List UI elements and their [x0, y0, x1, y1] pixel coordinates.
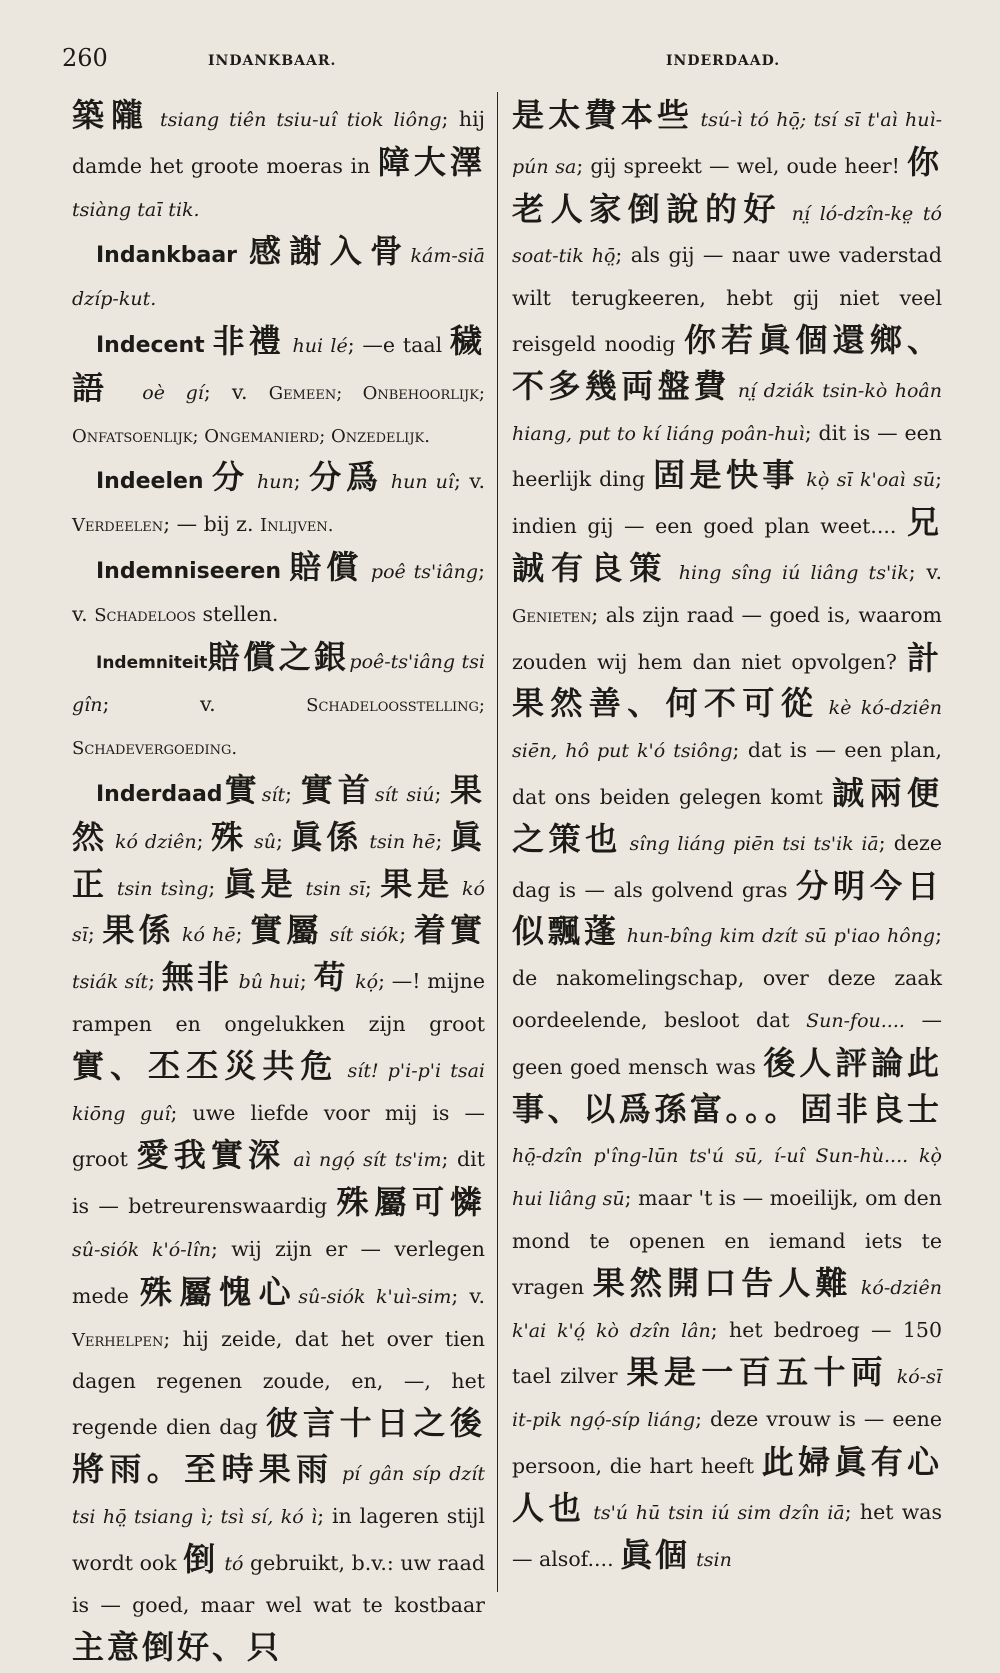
romanization: tsú-ì tó hō̤; tsí sī t'aì huì-pún sa [512, 109, 942, 178]
definition-text: ; [299, 969, 314, 994]
definition-text: ; gij spreekt — wel, oude heer! [576, 153, 907, 178]
chinese-characters: 着實 [413, 911, 485, 950]
romanization: kọ́ [348, 971, 379, 994]
romanization: tsin [690, 1548, 732, 1571]
cross-reference: Verhelpen [72, 1329, 164, 1351]
romanization: tsin sī [297, 877, 365, 900]
romanization: kó hē [174, 924, 236, 947]
dictionary-entry [72, 457, 485, 547]
romanization: sít! p'i-p'i tsai kiōng guî [72, 1059, 485, 1125]
cross-reference: Gemeen; Onbehoorlijk; Onfatsoenlijk; Ongemanierd; Onzedelijk. [72, 382, 485, 447]
chinese-characters: 果是一百五十両 [626, 1353, 889, 1392]
definition-text: ; dat is — een plan, dat ons beiden gelegen komt [512, 738, 942, 809]
romanization: sû [247, 830, 277, 853]
column-divider [497, 92, 498, 1592]
definition-text: ; in lageren stijl wordt ook [72, 1503, 485, 1575]
definition-text: ; — bij z. [163, 512, 261, 537]
definition-text: ; —! mijne rampen en ongelukken zijn groot [72, 969, 485, 1036]
definition-text: ; [235, 922, 251, 947]
chinese-characters: 非禮 [212, 321, 286, 360]
chinese-characters: 無非 [161, 958, 233, 997]
chinese-characters: 是太費本些 [512, 96, 694, 134]
definition-text: — geen goed mensch was [512, 1007, 942, 1079]
chinese-characters: 果是 [380, 864, 455, 903]
definition-text: ; deze vrouw is — eene persoon, die hart heeft [512, 1407, 943, 1478]
definition-text: ; [148, 969, 162, 994]
romanization: hun uî [382, 471, 454, 494]
romanization: hun [248, 471, 294, 494]
definition-text: ; dit is — een heerlijk ding [512, 420, 942, 492]
definition-text: ; hij zeide, dat het over tien dagen regenen zoude, en, —, het regende dien dag [72, 1326, 485, 1440]
definition-text: ; v. [203, 379, 269, 404]
romanization: kó sī [72, 877, 485, 947]
definition-text: ; deze dag is — als golvend gras [512, 830, 942, 902]
romanization: poê ts'iâng [363, 560, 479, 583]
definition-text: ; wij zijn er — verlegen mede [72, 1236, 485, 1308]
definition-text: ; v. [908, 559, 942, 584]
romanization: sít siú [374, 783, 435, 806]
right-column [512, 95, 942, 1600]
chinese-characters: 彼言十日之後將雨。至時果雨 [72, 1404, 485, 1488]
chinese-characters: 後人評論此事、以爲孫富。。。固非良士 [512, 1043, 942, 1128]
chinese-characters: 分爲 [309, 458, 383, 497]
chinese-characters: 固是快事 [653, 456, 799, 495]
headword: Inderdaad [96, 781, 223, 807]
romanization: ní̤ dziák tsin-kò hoân hiang, put to kí liáng poân-huì [512, 379, 942, 445]
cross-reference: Schadeloosstelling; Schadevergoeding. [72, 695, 485, 760]
definition-text: ; —e taal [347, 332, 450, 357]
chinese-characters: 實首 [300, 770, 375, 809]
definition-text: ; v. [453, 469, 485, 494]
definition-text: ; [276, 828, 291, 853]
chinese-characters: 眞正 [72, 817, 485, 903]
chinese-characters: 果係 [102, 911, 175, 950]
chinese-characters: 果然開口告人難 [592, 1263, 853, 1302]
romanization: bû hui [232, 971, 300, 994]
definition-text: ; dit is — betreurenswaardig [72, 1147, 485, 1219]
romanization: kọ̀ sī k'oaì sū [798, 469, 936, 492]
definition-text: ; indien gij — een goed plan weet.... [512, 467, 942, 539]
definition-text: ; maar 't is — moeilijk, om den mond te openen en iemand iets te vragen [512, 1186, 942, 1299]
chinese-characters: 築隴 [72, 96, 150, 134]
dictionary-entry [72, 547, 485, 637]
definition-text [204, 469, 212, 493]
chinese-characters: 分明今日似飄蓬 [512, 866, 942, 951]
chinese-characters: 誠兩便之策也 [512, 773, 942, 858]
definition-text: ; het was — alsof.... [512, 1499, 942, 1571]
definition-text: ; het bedroeg — 150 tael zilver [512, 1317, 942, 1389]
definition-text: ; [208, 875, 224, 900]
romanization: Sun-fou.... [806, 1009, 905, 1032]
romanization: sû-siók k'ó-lîn [72, 1238, 212, 1261]
left-running-head: INDANKBAAR. [208, 53, 337, 69]
romanization: kó-sī it-pik ngọ́-síp liáng [512, 1366, 942, 1432]
romanization: sû-siók k'uì-sim [298, 1285, 452, 1308]
definition-text: ; als gij — naar uwe vaderstad wilt terugkeeren, hebt gij niet veel reisgeld noodig [512, 243, 942, 356]
chinese-characters: 倒 [183, 1539, 219, 1578]
chinese-characters: 感謝入骨 [248, 232, 411, 271]
romanization: hing sîng iú liâng ts'ik [668, 561, 909, 584]
chinese-characters: 分 [212, 458, 249, 497]
chinese-characters: 殊 [211, 817, 248, 856]
right-running-head: INDERDAAD. [666, 53, 781, 69]
romanization: aì ngọ́ sít ts'im [285, 1149, 442, 1172]
headword: Indecent [96, 332, 205, 358]
romanization: sít [261, 783, 286, 806]
definition-text: gebruikt, b.v.: uw raad is — goed, maar wel wat te kostbaar [72, 1550, 485, 1618]
definition-text: stellen. [195, 601, 279, 626]
romanization: oè gí [121, 381, 204, 404]
dictionary-entry [72, 95, 485, 231]
definition-text: ; [434, 781, 450, 806]
chinese-characters: 障大澤 [377, 142, 485, 181]
romanization: tsiàng taī tik. [72, 198, 200, 221]
chinese-characters: 果然 [72, 770, 485, 856]
chinese-characters: 計果然善、何不可從 [512, 638, 942, 723]
romanization: kó-dziên k'ai k'ó̤ kò dzîn lân [512, 1276, 942, 1342]
romanization: poê-ts'iâng tsi gîn [72, 650, 485, 717]
romanization: tó [218, 1552, 244, 1575]
dictionary-entry [72, 231, 485, 321]
headword: Indemniseeren [96, 558, 282, 584]
chinese-characters: 兄誠有良策 [512, 503, 942, 587]
chinese-characters: 眞個 [620, 1535, 691, 1574]
definition-text [237, 243, 249, 267]
definition-text: ; v. [72, 558, 485, 626]
definition-text: ; v. [102, 692, 307, 717]
definition-text: ; v. [451, 1283, 486, 1308]
definition-text: ; de nakomelingschap, over deze zaak oordeelende, besloot dat [512, 923, 942, 1032]
definition-text: ; [293, 469, 310, 494]
chinese-characters: 實屬 [250, 911, 323, 950]
romanization: kám-siā dzíp-kut. [72, 245, 485, 311]
definition-text [205, 333, 213, 357]
dictionary-entry [72, 321, 485, 457]
romanization: ts'ú hū tsin iú sim dzîn iā [585, 1501, 845, 1524]
dictionary-entry [512, 95, 942, 1581]
cross-reference: Inlijven. [260, 515, 334, 537]
chinese-characters: 眞係 [290, 817, 363, 856]
left-column [72, 95, 486, 1667]
chinese-characters: 實 [222, 770, 262, 809]
headword: Indankbaar [96, 243, 238, 269]
romanization: hui lé [285, 334, 348, 357]
romanization: ní̤ ló-dzîn-ke̤ tó soat-tik hō̤ [512, 202, 942, 268]
running-header [62, 44, 942, 84]
romanization: kè kó-dziên siēn, hô put k'ó tsiông [512, 697, 942, 763]
headword: Indemniteit [96, 652, 208, 673]
chinese-characters: 主意倒好、只 [72, 1628, 283, 1667]
definition-text: ; [196, 828, 212, 853]
chinese-characters: 愛我實深 [136, 1136, 286, 1175]
chinese-characters: 你若眞個還鄉、不多幾両盤費 [512, 320, 942, 405]
chinese-characters: 賠償 [289, 547, 364, 586]
definition-text: ; [364, 875, 381, 900]
page-number: 260 [62, 44, 108, 72]
romanization: tsin tsìng [108, 877, 209, 900]
dictionary-entry [72, 637, 485, 770]
definition-text: ; [87, 922, 103, 947]
romanization: pí gân síp dzít tsi hō̤ tsiang ì; tsì sí, kó ì [72, 1462, 485, 1528]
definition-text: ; als zijn raad — goed is, waarom zouden wij hem dan niet opvolgen? [512, 602, 942, 674]
chinese-characters: 眞是 [223, 864, 298, 903]
romanization: hun-bîng kim dzít sū p'iao hông [619, 925, 936, 948]
dictionary-entry [72, 770, 485, 1673]
chinese-characters: 你老人家倒說的好 [512, 142, 942, 228]
definition-text: ; hij damde het groote moeras in [72, 107, 485, 178]
romanization: tsiák sít [72, 971, 149, 994]
chinese-characters: 穢語 [72, 321, 485, 407]
definition-text: ; [399, 922, 414, 947]
romanization: sîng liáng piēn tsi ts'ik iā [621, 832, 879, 855]
romanization: hō̤-dzîn p'îng-lūn ts'ú sū, í-uî Sun-hù.... kọ̀ hui liâng sū [512, 1145, 942, 1211]
headword: Indeelen [96, 469, 204, 495]
definition-text: ; [285, 781, 301, 806]
chinese-characters: 此婦眞有心人也 [512, 1442, 942, 1527]
cross-reference: Verdeelen [72, 515, 164, 537]
chinese-characters: 殊屬愧心 [139, 1272, 299, 1311]
chinese-characters: 實、丕丕災共危 [72, 1046, 339, 1085]
romanization: sít siók [322, 924, 400, 947]
romanization: tsiang tiên tsiu-uî tiok liông [149, 109, 442, 131]
chinese-characters: 殊屬可憐 [336, 1183, 485, 1222]
cross-reference: Schadeloos [94, 604, 196, 626]
romanization: tsin hē [362, 830, 436, 853]
romanization: kó dziên [107, 830, 197, 853]
definition-text: ; [435, 828, 450, 853]
cross-reference: Genieten [512, 605, 592, 627]
chinese-characters: 賠償之銀 [207, 637, 350, 676]
definition-text: ; uwe liefde voor mij is — groot [72, 1100, 485, 1172]
chinese-characters: 苟 [313, 958, 349, 997]
